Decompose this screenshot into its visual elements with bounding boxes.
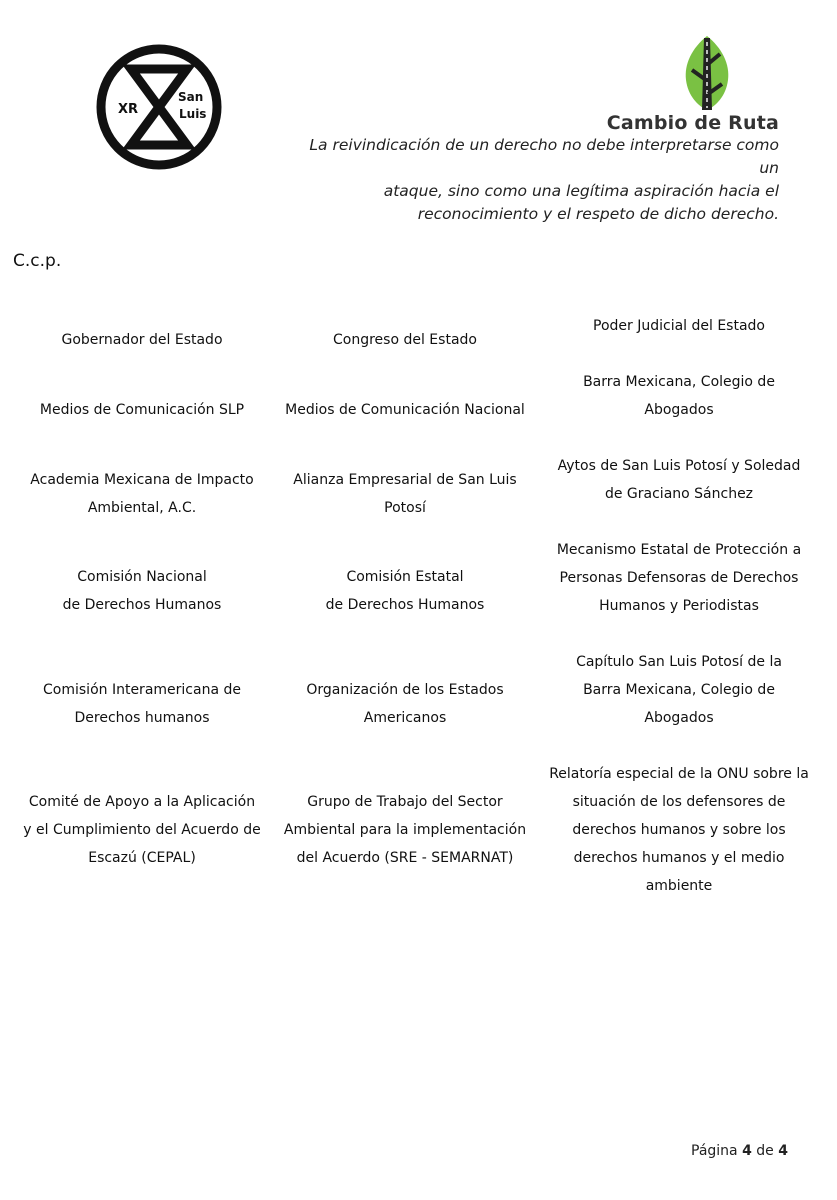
recipient-line: Organización de los Estados [306, 682, 504, 698]
recipient-line: Comisión Estatal [346, 569, 464, 585]
recipient-item [7, 326, 277, 354]
recipient-item [270, 788, 540, 872]
recipient-item [7, 788, 277, 872]
recipient-item [270, 676, 540, 732]
recipient-item [544, 452, 814, 508]
recipient-line: Capítulo San Luis Potosí de la [576, 654, 782, 670]
cambio-de-ruta-leaf-logo [682, 34, 732, 112]
recipient-item [541, 760, 817, 900]
recipient-line: de Derechos Humanos [325, 597, 485, 613]
recipient-line: derechos humanos y sobre los [572, 822, 786, 838]
recipient-item [544, 312, 814, 340]
recipient-line: situación de los defensores de [572, 794, 786, 810]
page-prefix: Página [691, 1143, 738, 1159]
recipient-item [7, 563, 277, 619]
brand-name: Cambio de Ruta [606, 112, 779, 134]
recipient-item [7, 676, 277, 732]
recipient-line: Medios de Comunicación SLP [39, 402, 245, 418]
xr-logo-right-text-1: San [178, 90, 204, 104]
recipient-line: Ambiental para la implementación [283, 822, 527, 838]
recipient-line: Medios de Comunicación Nacional [285, 402, 525, 418]
recipient-line: Congreso del Estado [333, 332, 477, 348]
recipient-line: Alianza Empresarial de San Luis [293, 472, 517, 488]
recipient-line: Grupo de Trabajo del Sector [307, 794, 503, 810]
xr-logo-left-text: XR [118, 102, 139, 117]
recipient-line: Potosí [384, 500, 426, 516]
recipient-line: Barra Mexicana, Colegio de [583, 682, 775, 698]
recipient-line: Derechos humanos [74, 710, 210, 726]
recipient-item [7, 396, 277, 424]
recipient-line: de Graciano Sánchez [604, 486, 754, 502]
recipient-item [544, 536, 814, 620]
recipient-line: Gobernador del Estado [61, 332, 223, 348]
recipient-line: del Acuerdo (SRE - SEMARNAT) [296, 850, 514, 866]
recipient-line: Humanos y Periodistas [599, 598, 759, 614]
recipient-item [270, 396, 540, 424]
recipient-line: Escazú (CEPAL) [88, 850, 196, 866]
recipient-line: Personas Defensoras de Derechos [559, 570, 799, 586]
motto-quote [299, 134, 779, 226]
recipient-line: de Derechos Humanos [62, 597, 222, 613]
recipient-item [270, 563, 540, 619]
page-separator: de [756, 1143, 774, 1159]
ccp-label: C.c.p. [13, 251, 62, 271]
recipient-line: Academia Mexicana de Impacto [30, 472, 254, 488]
recipient-item [270, 326, 540, 354]
page-number [691, 1143, 788, 1159]
recipient-line: Comité de Apoyo a la Aplicación [28, 794, 256, 810]
current-page: 4 [742, 1143, 752, 1159]
xr-san-luis-logo [94, 42, 224, 172]
motto-line: reconocimiento y el respeto de dicho derecho. [417, 205, 779, 223]
recipient-line: Ambiental, A.C. [87, 500, 197, 516]
recipient-line: Abogados [644, 402, 714, 418]
total-pages: 4 [778, 1143, 788, 1159]
recipient-line: Abogados [644, 710, 714, 726]
recipient-line: ambiente [645, 878, 713, 894]
recipient-item [544, 648, 814, 732]
recipient-line: Mecanismo Estatal de Protección a [556, 542, 802, 558]
motto-line: La reivindicación de un derecho no debe interpretarse como un [309, 136, 779, 177]
recipient-line: Poder Judicial del Estado [593, 318, 765, 334]
recipient-line: Aytos de San Luis Potosí y Soledad [557, 458, 801, 474]
recipient-item [270, 466, 540, 522]
motto-line: ataque, sino como una legítima aspiración hacia el [383, 182, 779, 200]
recipient-item [7, 466, 277, 522]
recipient-line: Comisión Nacional [77, 569, 207, 585]
recipient-line: Comisión Interamericana de [43, 682, 241, 698]
recipient-line: derechos humanos y el medio [573, 850, 785, 866]
recipient-line: Relatoría especial de la ONU sobre la [549, 766, 809, 782]
xr-logo-right-text-2: Luis [179, 107, 207, 121]
recipient-line: y el Cumplimiento del Acuerdo de [23, 822, 261, 838]
recipient-line: Americanos [363, 710, 447, 726]
recipient-line: Barra Mexicana, Colegio de [583, 374, 775, 390]
recipient-item [544, 368, 814, 424]
